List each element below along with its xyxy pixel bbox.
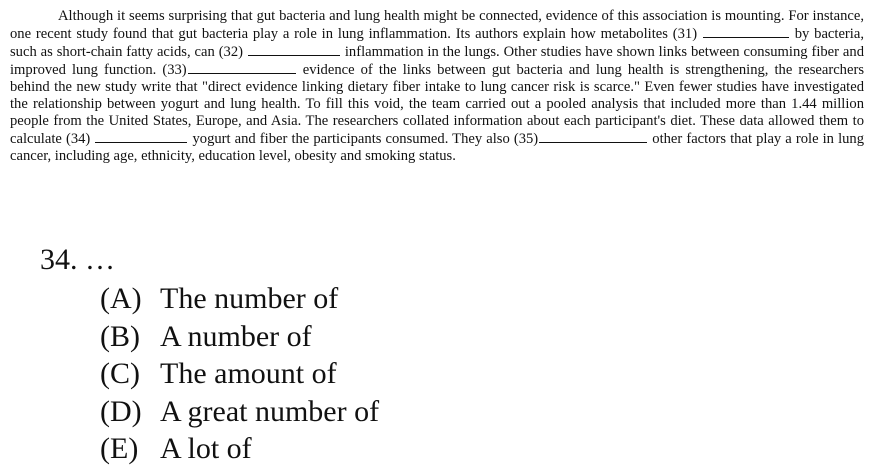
- passage-text: yogurt and fiber the participants consumed. They also: [192, 131, 510, 147]
- option-letter: (A): [100, 282, 142, 315]
- question-ref-34: (34): [65, 131, 91, 147]
- question-ref-32: (32): [218, 44, 244, 60]
- passage-text: inflammation in the lungs. Other studies have shown links between consuming fiber and improved lung function.: [10, 44, 864, 78]
- option-letter: (C): [100, 357, 140, 390]
- blank-34: [95, 130, 187, 143]
- option-text: A number of: [160, 319, 312, 353]
- blank-32: [248, 43, 340, 56]
- question-ref-33: (33): [162, 62, 187, 78]
- option-text: The amount of: [160, 357, 337, 390]
- passage-text: Although it seems surprising that gut bacteria and lung health might be connected, evidence of this association is mounting. For instance, one recent study found that gut bacteria play a role in lung inflammation. Its authors explain how metabolites: [10, 8, 864, 42]
- passage-text: other factors that play a role in lung cancer, including age, ethnicity, education level, obesity and smoking status.: [10, 131, 865, 164]
- blank-35: [539, 130, 647, 143]
- answer-options: [100, 280, 379, 468]
- option-e[interactable]: [100, 430, 379, 468]
- reading-passage: [10, 8, 864, 165]
- question-ref-31: (31): [672, 26, 698, 42]
- passage-text: evidence of the links between gut bacteria and lung health is strengthening, the researchers behind the new study write that "direct evidence linking dietary fiber intake to lung cancer risk is scarce." Even fewer studies have investigated the relationship between yogurt and lung health. To fill this void, the team carried out a pooled analysis that included more than 1.44 million people from the United States, Europe, and Asia. The researchers collated information about each participant's diet. These data allowed them to calculate: [10, 62, 864, 147]
- option-text: A great number of: [160, 394, 380, 428]
- option-text: A lot of: [160, 432, 252, 465]
- question-ref-35: (35): [513, 131, 539, 147]
- option-c[interactable]: [100, 355, 379, 393]
- question-header: [40, 242, 115, 278]
- option-letter: (D): [100, 394, 142, 428]
- option-b[interactable]: [100, 318, 379, 356]
- option-a[interactable]: [100, 280, 379, 318]
- blank-33: [188, 61, 296, 74]
- question-stem: …: [85, 243, 115, 276]
- question-number: 34.: [40, 243, 78, 276]
- blank-31: [703, 25, 789, 38]
- option-text: The number of: [160, 282, 339, 315]
- passage-text: by bacteria, such as short-chain fatty acids, can: [10, 26, 864, 60]
- option-letter: (E): [100, 432, 139, 465]
- option-d[interactable]: [100, 393, 379, 431]
- option-letter: (B): [100, 319, 140, 353]
